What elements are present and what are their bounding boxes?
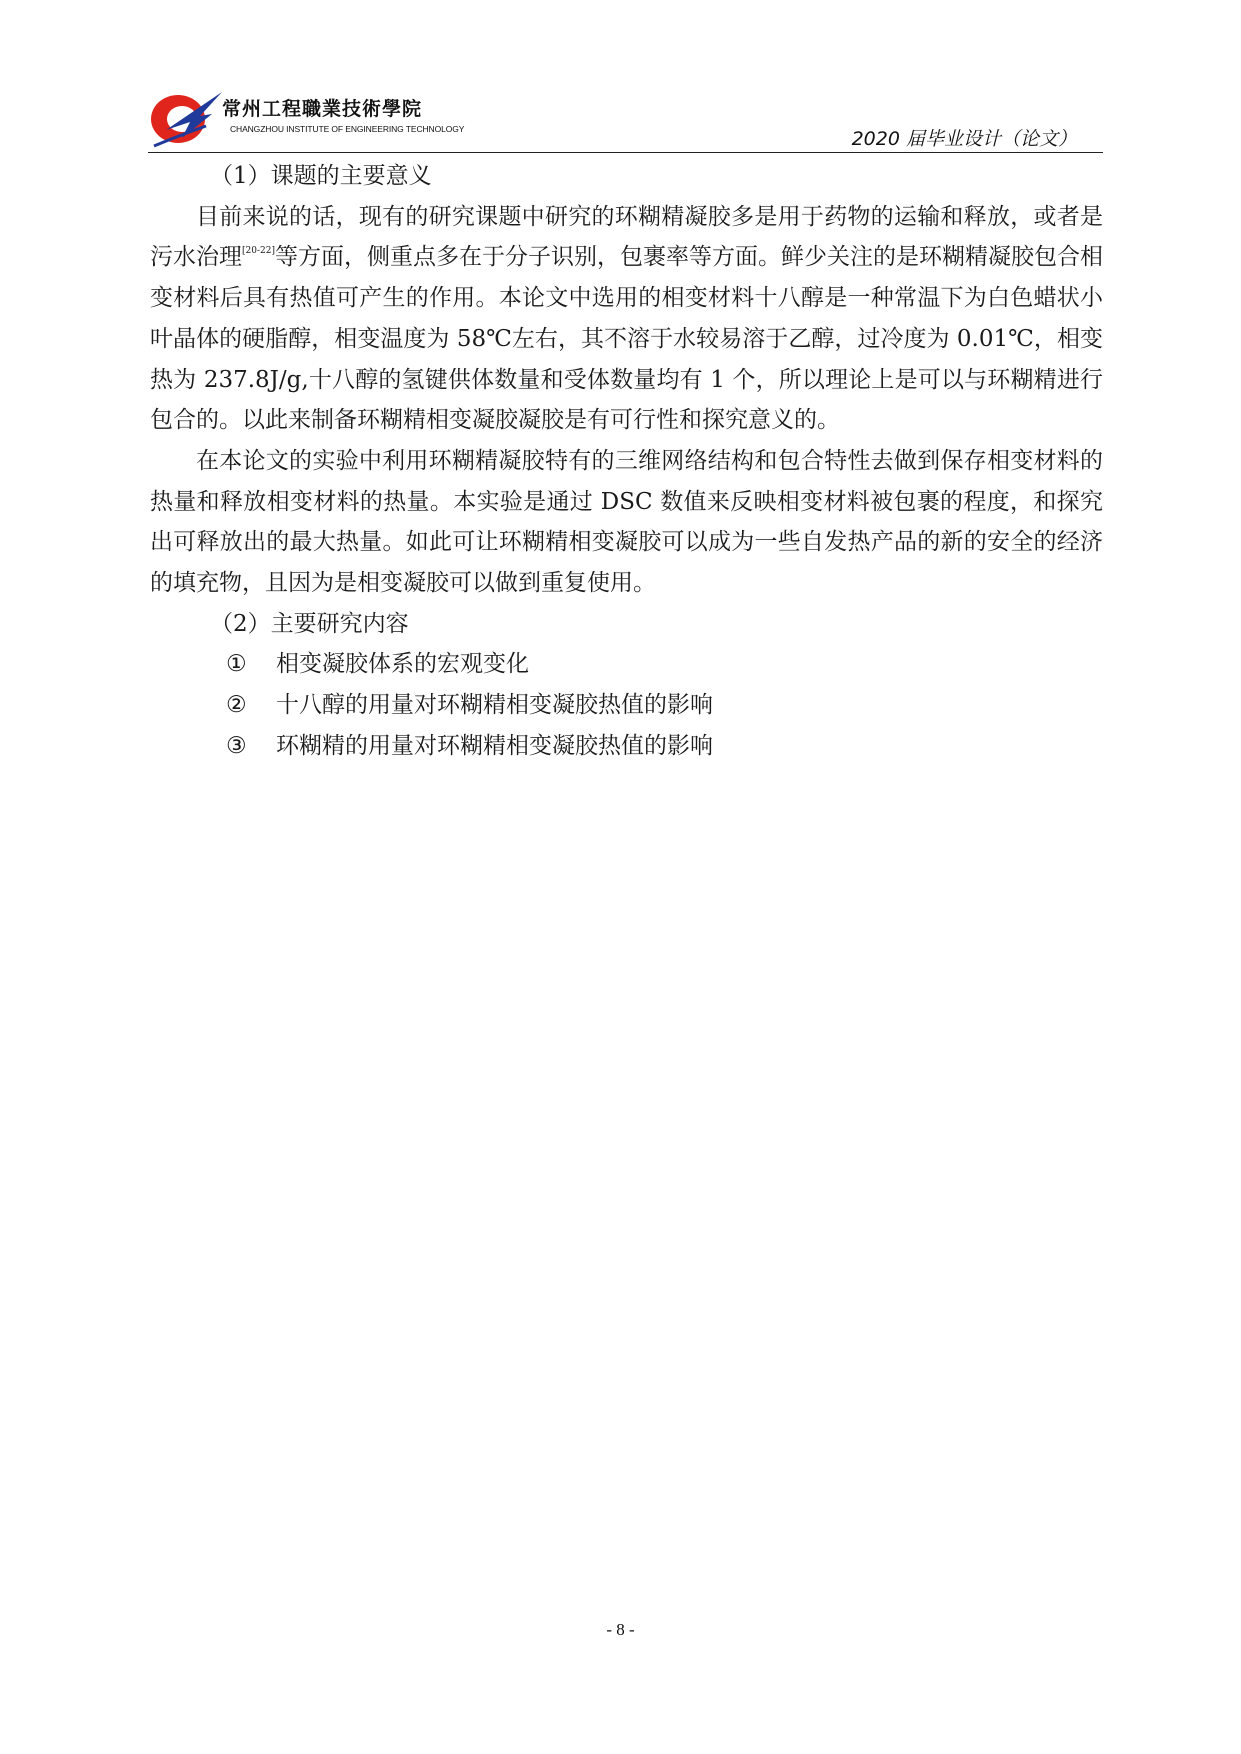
list-item-number: ③ bbox=[226, 732, 247, 759]
list-item bbox=[150, 644, 1103, 685]
list-item-number: ① bbox=[226, 651, 247, 678]
list-item-text: 十八醇的用量对环糊精相变凝胶热值的影响 bbox=[276, 692, 713, 719]
list-item-number: ② bbox=[226, 692, 247, 719]
list-item-text: 环糊精的用量对环糊精相变凝胶热值的影响 bbox=[276, 732, 713, 759]
paragraph-text: 目前来说的话，现有的研究课题中研究的环糊精凝胶多是用于药物的运输和释放，或者是污水治理 bbox=[150, 203, 1103, 271]
page-body bbox=[150, 156, 1103, 767]
list-item bbox=[150, 726, 1103, 767]
paragraph-experiment: 在本论文的实验中利用环糊精凝胶特有的三维网络结构和包合特性去做到保存相变材料的热量和释放相变材料的热量。本实验是通过 DSC 数值来反映相变材料被包裹的程度，和探究出可释放出的最大热量。如此可让环糊精相变凝胶可以成为一些自发热产品的新的安全的经济的填充物，且因为是相变凝胶可以做到重复使用。 bbox=[150, 447, 1103, 597]
page-number: - 8 - bbox=[606, 1620, 635, 1639]
section-heading-significance: （1）课题的主要意义 bbox=[210, 163, 432, 189]
school-name-cn: 常州工程職業技術學院 bbox=[222, 98, 423, 120]
header-divider bbox=[148, 152, 1103, 153]
thesis-label: 2020 届毕业设计（论文） bbox=[851, 128, 1077, 150]
section-heading-research-content: （2）主要研究内容 bbox=[210, 610, 409, 637]
paragraph-text: 等方面，侧重点多在于分子识别，包裹率等方面。鲜少关注的是环糊精凝胶包合相变材料后具有热值可产生的作用。本论文中选用的相变材料十八醇是一种常温下为白色蜡状小叶晶体的硬脂醇，相变温度为 58℃左右，其不溶于水较易溶于乙醇，过冷度为 0.01℃，相变热为 237.8J/g,十八醇的氢键供体数量和受体数量均有 1 个，所以理论上是可以与环糊精进行包合的。以此来制备环糊精相变凝胶凝胶是有可行性和探究意义的。 bbox=[150, 244, 1104, 434]
page-header bbox=[148, 86, 1103, 156]
list-item bbox=[150, 685, 1103, 726]
school-name-en: CHANGZHOU INSTITUTE OF ENGINEERING TECHNOLOGY bbox=[230, 124, 465, 134]
school-logo bbox=[148, 86, 465, 152]
school-emblem-icon bbox=[148, 86, 224, 152]
citation-reference: [20-22] bbox=[242, 246, 275, 257]
list-item-text: 相变凝胶体系的宏观变化 bbox=[276, 651, 529, 678]
paragraph-significance bbox=[150, 197, 1103, 441]
